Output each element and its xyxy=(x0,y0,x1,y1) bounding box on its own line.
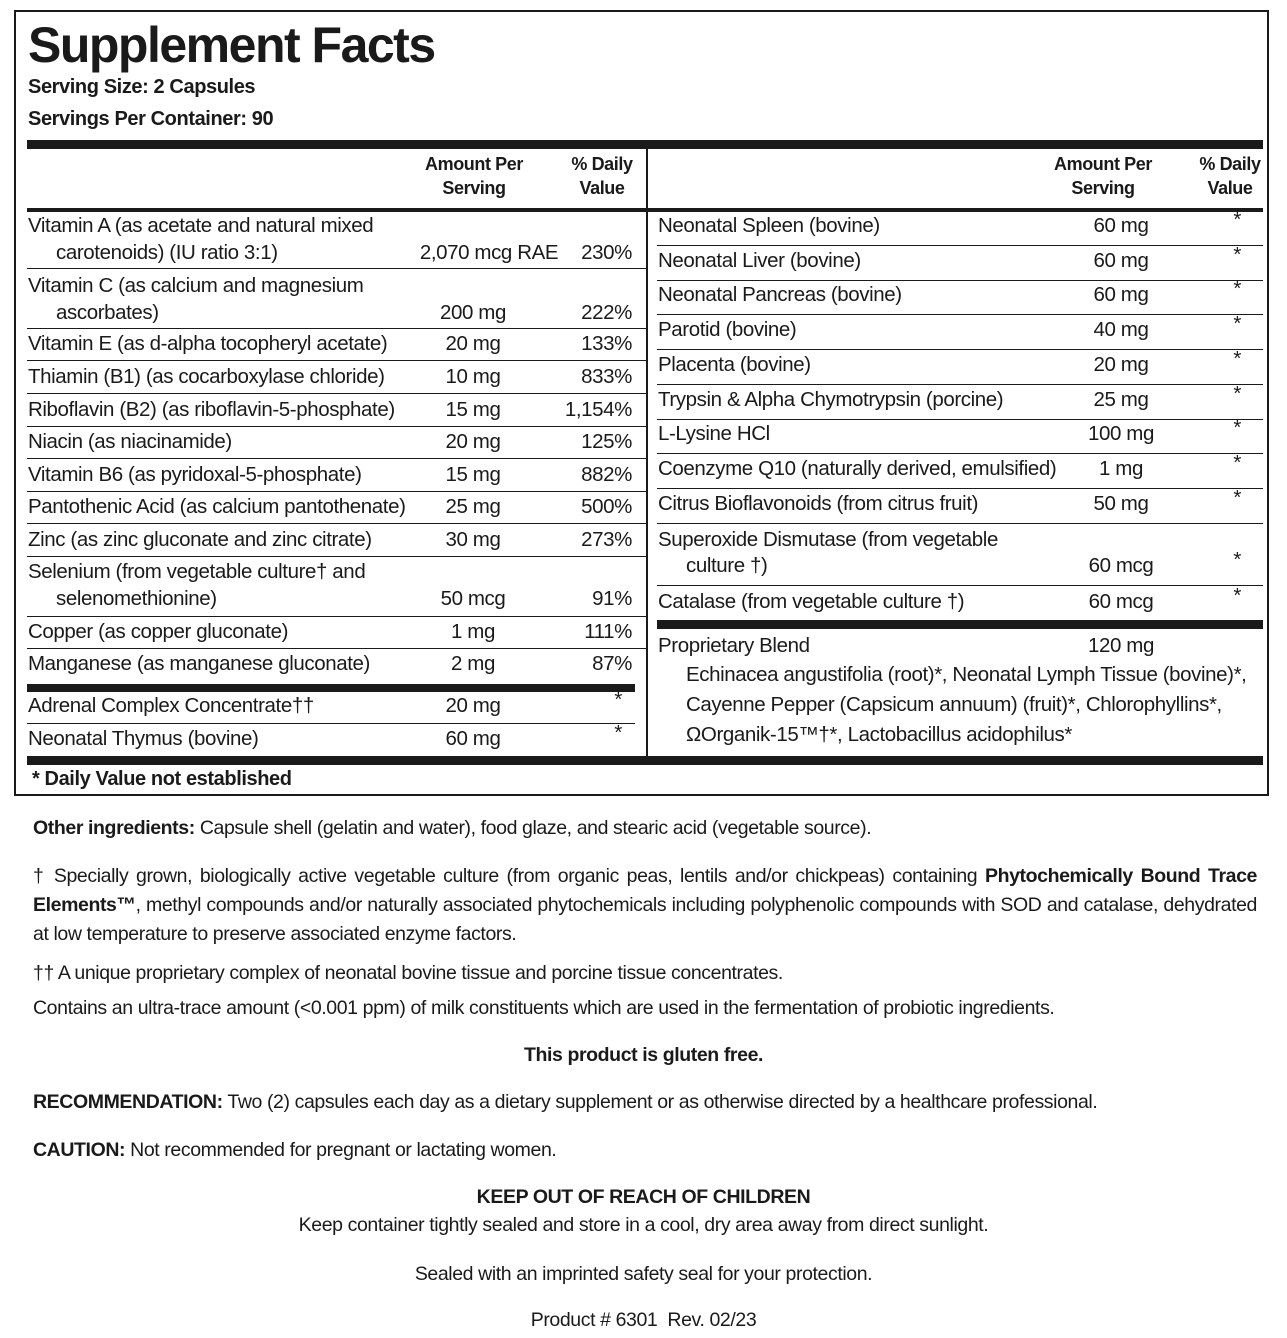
nutrient-amount: 20 mg xyxy=(445,332,501,355)
recommendation xyxy=(33,1091,1097,1114)
thick-rule-bottom xyxy=(27,756,1263,765)
caution-text: Not recommended for pregnant or lactating women. xyxy=(125,1139,557,1161)
header-amount-line2: Serving xyxy=(1071,178,1135,198)
nutrient-dv: 833% xyxy=(581,365,632,388)
ingredient-name: Superoxide Dismutase (from vegetable xyxy=(658,528,998,551)
nutrient-row xyxy=(16,397,646,429)
nutrient-row xyxy=(16,559,646,615)
nutrient-amount: 30 mg xyxy=(445,528,501,551)
row-divider xyxy=(657,245,1263,246)
ingredient-name: Neonatal Liver (bovine) xyxy=(658,249,861,272)
header-amount-line1: Amount Per xyxy=(1053,154,1152,174)
nutrient-amount: 200 mg xyxy=(440,301,506,324)
ingredient-dv: * xyxy=(1233,382,1241,405)
ingredient-amount: 50 mg xyxy=(1093,492,1149,515)
thick-rule-top xyxy=(27,140,1263,149)
ingredient-amount: 60 mg xyxy=(1093,249,1149,272)
ingredient-amount: 60 mcg xyxy=(1088,554,1154,577)
ingredient-dv: * xyxy=(1233,584,1241,607)
nutrient-row xyxy=(16,619,646,651)
header-amount-right xyxy=(1033,152,1173,200)
row-divider xyxy=(657,453,1263,454)
nutrient-name: Pantothenic Acid (as calcium pantothenate) xyxy=(28,495,406,518)
ingredient-name-cont: culture †) xyxy=(686,554,768,577)
row-divider xyxy=(27,458,646,459)
row-divider xyxy=(27,648,646,649)
milk-note: Contains an ultra-trace amount (<0.001 ppm) of milk constituents which are used in the fermentation of probiotic ingredients. xyxy=(33,997,1055,1019)
product-number: Product # 6301 Rev. 02/23 xyxy=(530,1309,757,1331)
row-divider xyxy=(657,585,1263,586)
nutrient-amount: 25 mg xyxy=(445,495,501,518)
ingredient-row xyxy=(646,382,1269,419)
nutrient-row xyxy=(16,331,646,363)
nutrient-amount: 2,070 mcg RAE xyxy=(419,241,559,264)
row-divider xyxy=(657,280,1263,281)
nutrient-name: Niacin (as niacinamide) xyxy=(28,430,232,453)
ingredient-dv: * xyxy=(1233,486,1241,509)
header-rule-left xyxy=(27,208,646,212)
nutrient-name: Manganese (as manganese gluconate) xyxy=(28,652,370,675)
nutrient-name-cont: carotenoids) (IU ratio 3:1) xyxy=(56,241,278,264)
nutrient-name: Vitamin B6 (as pyridoxal-5-phosphate) xyxy=(28,463,362,486)
gluten-free-statement: This product is gluten free. xyxy=(523,1044,764,1066)
nutrient-dv: 87% xyxy=(592,652,632,675)
ingredient-amount: 60 mg xyxy=(1093,214,1149,237)
nutrient-row xyxy=(16,494,646,526)
row-divider xyxy=(27,360,646,361)
header-rule-right xyxy=(648,208,1263,212)
ingredient-name: Trypsin & Alpha Chymotrypsin (porcine) xyxy=(658,388,1004,411)
row-divider xyxy=(27,723,635,724)
row-divider xyxy=(27,426,646,427)
ingredient-dv: * xyxy=(1233,347,1241,370)
ingredient-row xyxy=(646,243,1269,280)
dagger-note-text-end: , methyl compounds and/or naturally associated phytochemicals including polyphenolic compounds with SOD and catalase, dehydrated at low temperature to preserve associated enzyme factors. xyxy=(33,894,1257,945)
ingredient-name: Adrenal Complex Concentrate†† xyxy=(28,694,314,717)
ingredient-row xyxy=(646,584,1269,621)
ingredient-name: Citrus Bioflavonoids (from citrus fruit) xyxy=(658,492,979,515)
ingredient-name: L-Lysine HCl xyxy=(658,422,770,445)
ingredient-name: Parotid (bovine) xyxy=(658,318,797,341)
nutrient-dv: 882% xyxy=(581,463,632,486)
dagger-note-text: † Specially grown, biologically active vegetable culture (from organic peas, lentils and/or chickpeas) containing xyxy=(33,865,985,887)
header-dv-left xyxy=(556,152,648,200)
nutrient-dv: 125% xyxy=(581,430,632,453)
ingredient-dv: * xyxy=(1233,208,1241,231)
ingredient-dv: * xyxy=(614,721,622,744)
header-dv-line2: Value xyxy=(1207,178,1253,198)
nutrient-dv: 133% xyxy=(581,332,632,355)
daily-value-footnote: * Daily Value not established xyxy=(32,768,292,790)
row-divider xyxy=(27,491,646,492)
header-amount-line2: Serving xyxy=(442,178,506,198)
nutrient-row xyxy=(16,429,646,461)
nutrient-row xyxy=(16,462,646,494)
nutrient-dv: 273% xyxy=(581,528,632,551)
supplement-facts-panel xyxy=(14,10,1269,796)
recommendation-text: Two (2) capsules each day as a dietary supplement or as otherwise directed by a healthcare professional. xyxy=(222,1091,1098,1113)
thick-rule-left-mid xyxy=(27,684,635,692)
storage-instructions: Keep container tightly sealed and store in a cool, dry area away from direct sunlight. xyxy=(298,1214,989,1236)
nutrient-dv: 222% xyxy=(581,301,632,324)
nutrient-name: Riboflavin (B2) (as riboflavin-5-phosphate) xyxy=(28,398,395,421)
nutrient-name-cont: selenomethionine) xyxy=(56,587,217,610)
nutrient-dv: 230% xyxy=(581,241,632,264)
row-divider xyxy=(657,349,1263,350)
header-amount-left xyxy=(404,152,544,200)
ingredient-dv: * xyxy=(1233,277,1241,300)
ingredient-amount: 20 mg xyxy=(445,694,501,717)
nutrient-name: Vitamin C (as calcium and magnesium xyxy=(28,274,364,297)
nutrient-name: Vitamin E (as d-alpha tocopheryl acetate) xyxy=(28,332,388,355)
nutrient-amount: 10 mg xyxy=(445,365,501,388)
header-dv-line2: Value xyxy=(579,178,625,198)
ingredient-row xyxy=(646,451,1269,488)
row-divider xyxy=(27,616,646,617)
other-ingredients-label: Other ingredients: xyxy=(33,817,195,839)
nutrient-amount: 15 mg xyxy=(445,463,501,486)
caution-label: CAUTION: xyxy=(33,1139,126,1161)
nutrient-dv: 111% xyxy=(584,620,632,643)
vegetable-culture-note xyxy=(33,862,1257,949)
ingredient-row xyxy=(16,688,646,725)
ingredient-dv: * xyxy=(1233,451,1241,474)
row-divider xyxy=(657,488,1263,489)
ingredient-amount: 1 mg xyxy=(1099,457,1143,480)
ingredient-dv: * xyxy=(1233,416,1241,439)
nutrient-name: Copper (as copper gluconate) xyxy=(28,620,289,643)
ingredient-amount: 25 mg xyxy=(1093,388,1149,411)
ingredient-row xyxy=(16,721,646,758)
blend-ingredients-line1: Echinacea angustifolia (root)*, Neonatal Lymph Tissue (bovine)*, xyxy=(686,663,1247,686)
blend-name: Proprietary Blend xyxy=(658,634,810,657)
row-divider xyxy=(27,556,646,557)
blend-ingredients-line2: Cayenne Pepper (Capsicum annuum) (fruit)*, Chlorophyllins*, xyxy=(686,693,1222,716)
nutrient-amount: 50 mcg xyxy=(440,587,506,610)
thick-rule-right-mid xyxy=(657,620,1263,629)
row-divider xyxy=(657,384,1263,385)
other-ingredients-text: Capsule shell (gelatin and water), food glaze, and stearic acid (vegetable source). xyxy=(194,817,872,839)
ingredient-name: Neonatal Thymus (bovine) xyxy=(28,727,259,750)
nutrient-row xyxy=(16,527,646,559)
row-divider xyxy=(657,314,1263,315)
nutrient-dv: 91% xyxy=(592,587,632,610)
recommendation-label: RECOMMENDATION: xyxy=(33,1091,223,1113)
blend-ingredients-line3: ΩOrganik-15™†*, Lactobacillus acidophilus* xyxy=(686,723,1072,746)
ingredient-amount: 60 mcg xyxy=(1088,590,1154,613)
ingredient-dv: * xyxy=(1233,312,1241,335)
row-divider xyxy=(27,523,646,524)
ingredient-name: Neonatal Pancreas (bovine) xyxy=(658,283,902,306)
ingredient-dv: * xyxy=(1233,243,1241,266)
keep-out-warning: KEEP OUT OF REACH OF CHILDREN xyxy=(476,1186,811,1208)
nutrient-name-cont: ascorbates) xyxy=(56,301,159,324)
ingredient-amount: 40 mg xyxy=(1093,318,1149,341)
header-dv-line1: % Daily xyxy=(571,154,633,174)
header-dv-right xyxy=(1184,152,1276,200)
blend-amount: 120 mg xyxy=(1088,634,1154,657)
row-divider xyxy=(27,328,646,329)
row-divider xyxy=(657,419,1263,420)
ingredient-name: Placenta (bovine) xyxy=(658,353,811,376)
ingredient-row xyxy=(646,208,1269,245)
header-dv-line1: % Daily xyxy=(1199,154,1261,174)
header-amount-line1: Amount Per xyxy=(424,154,523,174)
nutrient-name: Selenium (from vegetable culture† and xyxy=(28,560,366,583)
ingredient-row xyxy=(646,486,1269,523)
nutrient-name: Thiamin (B1) (as cocarboxylase chloride) xyxy=(28,365,385,388)
nutrient-dv: 1,154% xyxy=(564,398,632,421)
proprietary-complex-note: †† A unique proprietary complex of neonatal bovine tissue and porcine tissue concentrates. xyxy=(33,962,783,984)
ingredient-amount: 100 mg xyxy=(1088,422,1154,445)
safety-seal-note: Sealed with an imprinted safety seal for your protection. xyxy=(414,1263,873,1285)
ingredient-row xyxy=(646,416,1269,453)
nutrient-name: Zinc (as zinc gluconate and zinc citrate) xyxy=(28,528,372,551)
ingredient-row xyxy=(646,347,1269,384)
ingredient-amount: 60 mg xyxy=(1093,283,1149,306)
caution xyxy=(33,1139,556,1162)
ingredient-dv: * xyxy=(614,688,622,711)
nutrient-row xyxy=(16,213,646,269)
ingredient-amount: 20 mg xyxy=(1093,353,1149,376)
proprietary-blend xyxy=(646,633,1269,753)
ingredient-name: Neonatal Spleen (bovine) xyxy=(658,214,880,237)
ingredient-row xyxy=(646,527,1269,583)
ingredient-name: Coenzyme Q10 (naturally derived, emulsified) xyxy=(658,457,1057,480)
nutrient-amount: 20 mg xyxy=(445,430,501,453)
ingredient-amount: 60 mg xyxy=(445,727,501,750)
other-ingredients xyxy=(33,817,871,840)
nutrient-dv: 500% xyxy=(581,495,632,518)
row-divider xyxy=(27,393,646,394)
nutrient-row xyxy=(16,273,646,329)
nutrient-row xyxy=(16,651,646,683)
panel-title: Supplement Facts xyxy=(28,17,435,73)
nutrient-name: Vitamin A (as acetate and natural mixed xyxy=(28,214,374,237)
nutrient-amount: 2 mg xyxy=(451,652,495,675)
ingredient-name: Catalase (from vegetable culture †) xyxy=(658,590,965,613)
serving-size: Serving Size: 2 Capsules xyxy=(28,76,256,98)
row-divider xyxy=(27,268,646,269)
ingredient-row xyxy=(646,277,1269,314)
row-divider xyxy=(657,523,1263,524)
ingredient-dv: * xyxy=(1233,548,1241,571)
nutrient-amount: 15 mg xyxy=(445,398,501,421)
nutrient-amount: 1 mg xyxy=(451,620,495,643)
servings-per-container: Servings Per Container: 90 xyxy=(28,108,274,130)
dagger-note-bold: Phytochemically Bound Trace Elements™ xyxy=(33,865,1257,916)
nutrient-row xyxy=(16,364,646,396)
ingredient-row xyxy=(646,312,1269,349)
